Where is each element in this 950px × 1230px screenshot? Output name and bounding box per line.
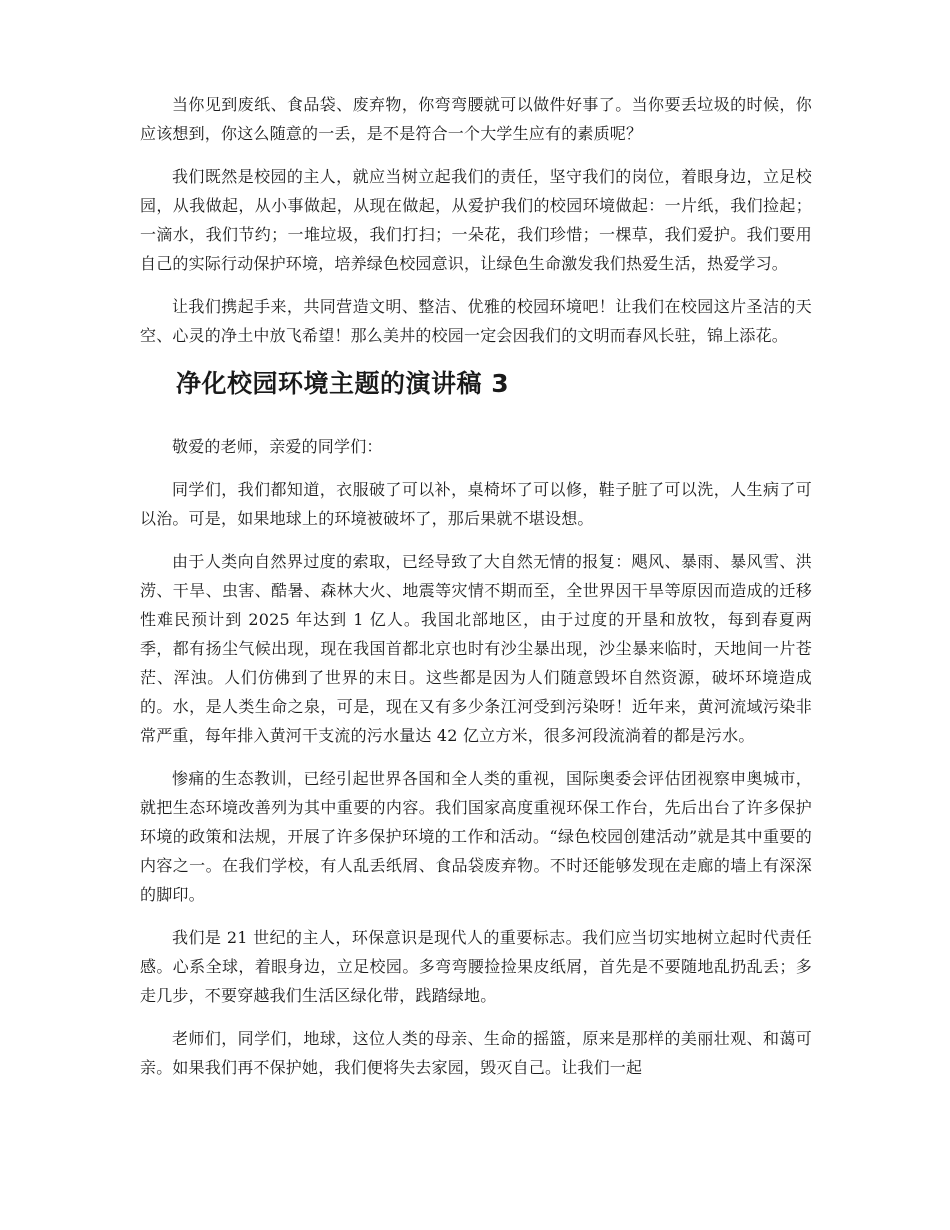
section-title: 净化校园环境主题的演讲稿 3 [176,369,510,398]
paragraph-nature-revenge: 由于人类向自然界过度的索取，已经导致了大自然无情的报复：飓风、暴雨、暴风雪、洪涝、干旱、虫害、酷暑、森林大火、地震等灾情不期而至，全世界因干旱等原因而造成的迁移性难民预计到 2025 年达到 1 亿人。我国北部地区，由于过度的开垦和放牧，每到春夏两季，都有扬尘气候出现，现在我国首都北京也时有沙尘暴出现，沙尘暴来临时，天地间一片苍茫、浑浊。人们仿佛到了世界的末日。这些都是因为人们随意毁坏自然资源，破坏环境造成的。水，是人类生命之泉，可是，现在又有多少条江河受到污染呀！近年来，黄河流域污染非常严重，每年排入黄河干支流的污水量达 42 亿立方米，很多河段流淌着的都是污水。 [140,552,812,745]
paragraph-environment-intro: 同学们，我们都知道，衣服破了可以补，桌椅坏了可以修，鞋子脏了可以洗，人生病了可以治。可是，如果地球上的环境被破坏了，那后果就不堪设想。 [140,480,812,528]
paragraph-ecological-lesson: 惨痛的生态教训，已经引起世界各国和全人类的重视，国际奥委会评估团视察申奥城市，就把生态环境改善列为其中重要的内容。我们国家高度重视环保工作台，先后出台了许多保护环境的政策和法规，开展了许多保护环境的工作和活动。“绿色校园创建活动”就是其中重要的内容之一。在我们学校，有人乱丢纸屑、食品袋废弃物。不时还能够发现在走廊的墙上有深深的脚印。 [140,769,812,904]
paragraph-21st-century: 我们是 21 世纪的主人，环保意识是现代人的重要标志。我们应当切实地树立起时代责任感。心系全球，着眼身边，立足校园。多弯弯腰捡捡果皮纸屑，首先是不要随地乱扔乱丢；多走几步，不要穿越我们生活区绿化带，践踏绿地。 [140,928,812,1005]
document-page [140,90,812,1096]
greeting-line: 敬爱的老师，亲爱的同学们： [172,437,383,456]
paragraph-mother-earth: 老师们，同学们，地球，这位人类的母亲、生命的摇篮，原来是那样的美丽壮观、和蔼可亲。如果我们再不保护她，我们便将失去家园，毁灭自己。让我们一起 [140,1029,812,1077]
paragraph-responsibility: 我们既然是校园的主人，就应当树立起我们的责任，坚守我们的岗位，着眼身边，立足校园，从我做起，从小事做起，从现在做起，从爱护我们的校园环境做起：一片纸，我们捡起；一滴水，我们节约；一堆垃圾，我们打扫；一朵花，我们珍惜；一棵草，我们爱护。我们要用自己的实际行动保护环境，培养绿色校园意识，让绿色生命激发我们热爱生活，热爱学习。 [140,167,812,273]
paragraph-join-hands: 让我们携起手来，共同营造文明、整洁、优雅的校园环境吧！让我们在校园这片圣洁的天空、心灵的净土中放飞希望！那么美丼的校园一定会因我们的文明而春风长驻，锦上添花。 [140,297,812,345]
paragraph-litter: 当你见到废纸、食品袋、废弃物，你弯弯腰就可以做件好事了。当你要丢垃圾的时候，你应该想到，你这么随意的一丢，是不是符合一个大学生应有的素质呢？ [140,95,812,143]
